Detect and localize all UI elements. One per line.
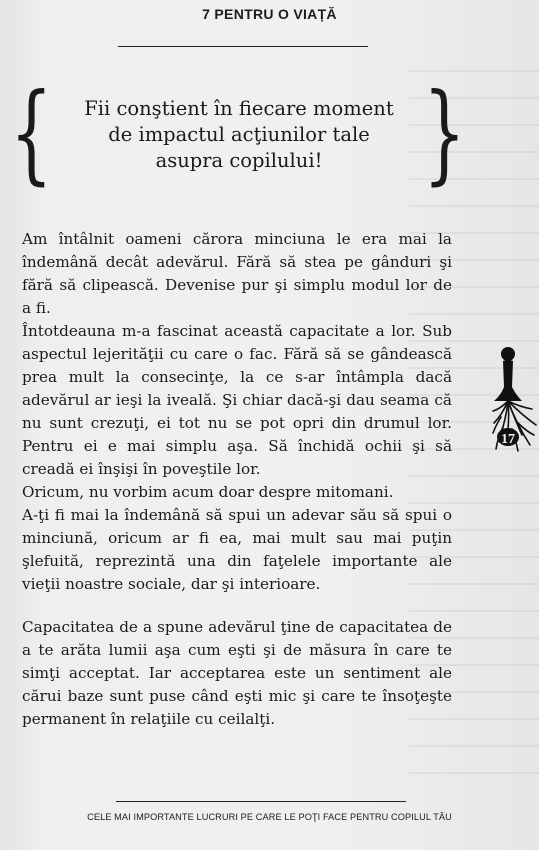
running-header: 7 PENTRU O VIAȚĂ [202, 6, 337, 22]
pull-quote [10, 71, 466, 208]
paragraph-1: Am întâlnit oameni cărora minciuna le era mai la îndemână decât adevărul. Fără să stea pe gânduri şi fără să clipească. Devenise pur şi simplu modul lor de a fi. [22, 230, 452, 317]
body-text [22, 228, 452, 731]
left-curly-brace: { [10, 71, 53, 196]
page-number: 17 [501, 432, 515, 447]
pull-quote-line-3: asupra copilului! [155, 149, 323, 172]
paragraph-2: Întotdeauna m-a fascinat această capacitate a lor. Sub aspectul lejerităţii cu care o fac. Fără să se gândească prea mult la consecinţe, la ce s-ar întâmpla dacă adevărul ar ieşi la iveală. Şi chiar dacă-şi dau seama că nu sunt crezuţi, ei tot nu se pot opri din drumul lor. Pentru ei e mai simplu aşa. Să închidă ochii şi să creadă ei înşişi în poveştile lor. [22, 322, 452, 478]
running-footer: CELE MAI IMPORTANTE LUCRURI PE CARE LE POŢI FACE PENTRU COPILUL TĂU [87, 812, 452, 822]
footer-rule [116, 801, 406, 802]
pull-quote-line-2: de impactul acţiunilor tale [108, 123, 370, 146]
right-curly-brace: } [423, 71, 466, 196]
header-rule [118, 46, 368, 47]
paragraph-5: Capacitatea de a spune adevărul ţine de capacitatea de a te arăta lumii aşa cum eşti şi de măsura în care te simţi acceptat. Iar acceptarea este un sentiment ale cărui baze sunt puse când eşti mic şi care te însoţeşte permanent în relaţiile cu ceilalţi. [22, 618, 452, 728]
paragraph-4: A-ţi fi mai la îndemână să spui un adevar său să spui o minciună, oricum ar fi ea, mai mult sau mai puţin şlefuită, reprezintă una din faţelele importante ale vieţii noastre sociale, dar şi interioare. [22, 506, 452, 593]
pull-quote-line-1: Fii conştient în fiecare moment [84, 97, 394, 120]
paragraph-3: Oricum, nu vorbim acum doar despre mitomani. [22, 483, 394, 501]
pull-quote-text [74, 96, 404, 174]
